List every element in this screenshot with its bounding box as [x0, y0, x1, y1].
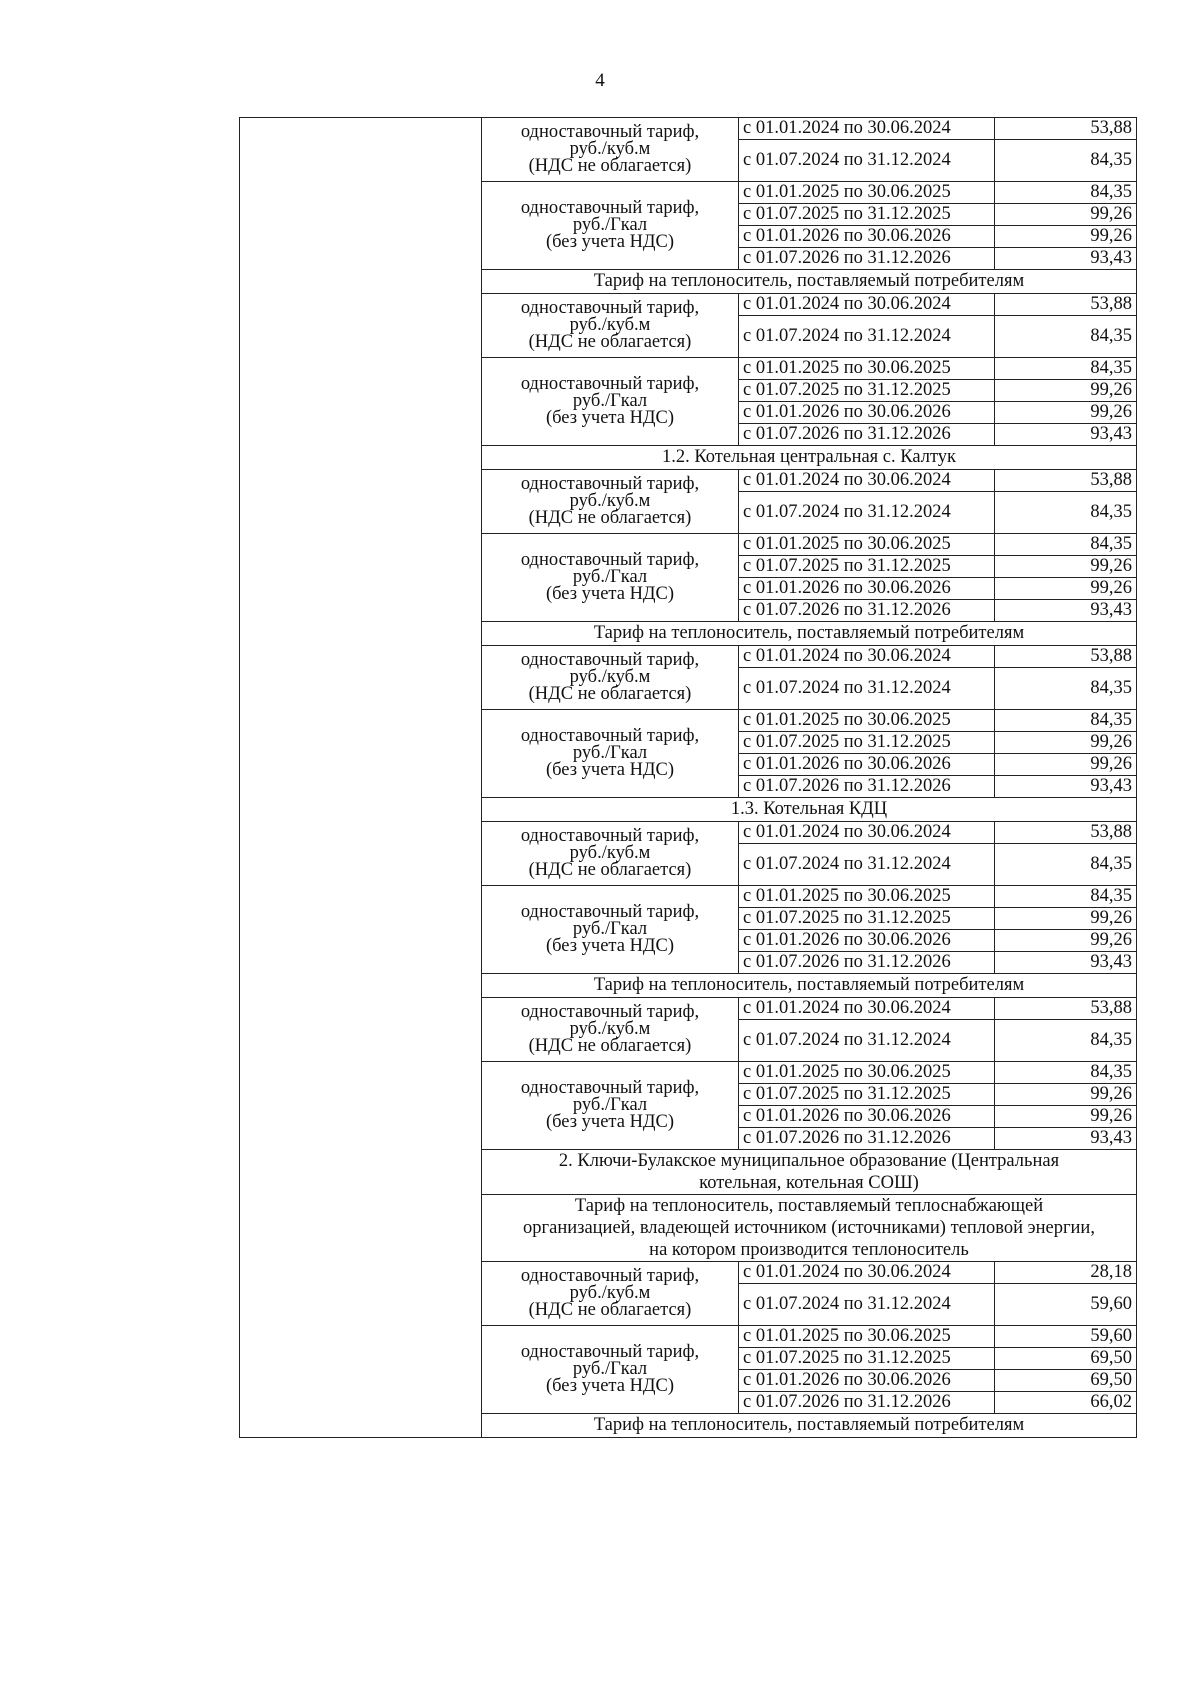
value-cell: 99,26 [995, 1106, 1137, 1128]
period-cell: с 01.07.2025 по 31.12.2025 [739, 908, 995, 930]
tariff-label-line: одноставочный тариф, [520, 474, 700, 494]
tariff-label [482, 998, 739, 1062]
tariff-label-line: (НДС не облагается) [528, 1036, 692, 1056]
value-cell: 69,50 [995, 1348, 1137, 1370]
period-cell: с 01.01.2024 по 30.06.2024 [739, 1262, 995, 1284]
period-cell: с 01.01.2026 по 30.06.2026 [739, 754, 995, 776]
value-cell: 59,60 [995, 1326, 1137, 1348]
period-cell: с 01.01.2024 по 30.06.2024 [739, 646, 995, 668]
value-cell: 69,50 [995, 1370, 1137, 1392]
value-cell: 53,88 [995, 118, 1137, 140]
tariff-label-line: руб./Гкал [572, 919, 648, 939]
period-cell: с 01.07.2025 по 31.12.2025 [739, 556, 995, 578]
tariff-label [482, 886, 739, 974]
tariff-label-line: одноставочный тариф, [520, 1342, 700, 1362]
tariff-label-line: одноставочный тариф, [520, 550, 700, 570]
value-cell: 99,26 [995, 204, 1137, 226]
value-cell: 99,26 [995, 226, 1137, 248]
section-heading-line: Тариф на теплоноситель, поставляемый теплоснабжающей [574, 1196, 1044, 1216]
period-cell: с 01.07.2026 по 31.12.2026 [739, 1128, 995, 1150]
tariff-label-line: руб./Гкал [572, 1359, 648, 1379]
value-cell: 53,88 [995, 470, 1137, 492]
period-cell: с 01.01.2026 по 30.06.2026 [739, 402, 995, 424]
section-heading: Тариф на теплоноситель, поставляемый потребителям [482, 974, 1137, 998]
value-cell: 84,35 [995, 1062, 1137, 1084]
section-heading [482, 1195, 1137, 1262]
value-cell: 99,26 [995, 908, 1137, 930]
tariff-label-line: одноставочный тариф, [520, 726, 700, 746]
tariff-label-line: руб./куб.м [569, 1283, 651, 1303]
period-cell: с 01.01.2026 по 30.06.2026 [739, 578, 995, 600]
period-cell: с 01.07.2025 по 31.12.2025 [739, 1348, 995, 1370]
tariff-label [482, 534, 739, 622]
period-cell: с 01.07.2024 по 31.12.2024 [739, 668, 995, 710]
value-cell: 99,26 [995, 578, 1137, 600]
period-cell: с 01.01.2025 по 30.06.2025 [739, 182, 995, 204]
value-cell: 99,26 [995, 556, 1137, 578]
period-cell: с 01.07.2026 по 31.12.2026 [739, 424, 995, 446]
value-cell: 99,26 [995, 930, 1137, 952]
tariff-label-line: руб./куб.м [569, 843, 651, 863]
period-cell: с 01.07.2026 по 31.12.2026 [739, 248, 995, 270]
tariff-label-line: одноставочный тариф, [520, 1002, 700, 1022]
section-heading-line: 2. Ключи-Булакское муниципальное образование (Центральная [558, 1151, 1060, 1171]
value-cell: 99,26 [995, 732, 1137, 754]
section-heading-line: котельная, котельная СОШ) [699, 1173, 919, 1193]
period-cell: с 01.01.2024 по 30.06.2024 [739, 470, 995, 492]
period-cell: с 01.07.2026 по 31.12.2026 [739, 776, 995, 798]
value-cell: 59,60 [995, 1284, 1137, 1326]
period-cell: с 01.07.2024 по 31.12.2024 [739, 844, 995, 886]
tariff-label-line: (НДС не облагается) [528, 508, 692, 528]
tariff-label-line: (без учета НДС) [545, 1376, 675, 1396]
tariff-label [482, 358, 739, 446]
tariff-label-line: (НДС не облагается) [528, 1300, 692, 1320]
period-cell: с 01.07.2025 по 31.12.2025 [739, 1084, 995, 1106]
value-cell: 93,43 [995, 248, 1137, 270]
tariff-label-line: одноставочный тариф, [520, 826, 700, 846]
period-cell: с 01.01.2024 по 30.06.2024 [739, 822, 995, 844]
value-cell: 84,35 [995, 358, 1137, 380]
period-cell: с 01.01.2024 по 30.06.2024 [739, 998, 995, 1020]
tariff-label-line: (без учета НДС) [545, 936, 675, 956]
tariff-label-line: одноставочный тариф, [520, 1266, 700, 1286]
tariff-label-line: одноставочный тариф, [520, 298, 700, 318]
tariff-label-line: руб./Гкал [572, 743, 648, 763]
value-cell: 84,35 [995, 710, 1137, 732]
period-cell: с 01.01.2025 по 30.06.2025 [739, 358, 995, 380]
tariff-label [482, 1326, 739, 1414]
period-cell: с 01.07.2025 по 31.12.2025 [739, 380, 995, 402]
period-cell: с 01.07.2026 по 31.12.2026 [739, 1392, 995, 1414]
section-heading: 1.3. Котельная КДЦ [482, 798, 1137, 822]
tariff-label-line: (без учета НДС) [545, 1112, 675, 1132]
tariff-label-line: (НДС не облагается) [528, 860, 692, 880]
value-cell: 99,26 [995, 380, 1137, 402]
tariff-label-line: руб./куб.м [569, 1019, 651, 1039]
period-cell: с 01.01.2026 по 30.06.2026 [739, 226, 995, 248]
tariff-label [482, 822, 739, 886]
tariff-label-line: руб./Гкал [572, 1095, 648, 1115]
value-cell: 84,35 [995, 492, 1137, 534]
period-cell: с 01.07.2024 по 31.12.2024 [739, 140, 995, 182]
value-cell: 93,43 [995, 1128, 1137, 1150]
period-cell: с 01.01.2025 по 30.06.2025 [739, 886, 995, 908]
tariff-label-line: одноставочный тариф, [520, 374, 700, 394]
period-cell: с 01.07.2025 по 31.12.2025 [739, 204, 995, 226]
period-cell: с 01.07.2025 по 31.12.2025 [739, 732, 995, 754]
period-cell: с 01.01.2025 по 30.06.2025 [739, 1062, 995, 1084]
period-cell: с 01.01.2024 по 30.06.2024 [739, 118, 995, 140]
tariff-label [482, 646, 739, 710]
period-cell: с 01.01.2025 по 30.06.2025 [739, 1326, 995, 1348]
tariff-label-line: руб./Гкал [572, 391, 648, 411]
value-cell: 93,43 [995, 776, 1137, 798]
tariff-label [482, 118, 739, 182]
tariff-label-line: одноставочный тариф, [520, 902, 700, 922]
period-cell: с 01.07.2024 по 31.12.2024 [739, 1284, 995, 1326]
tariff-label-line: руб./куб.м [569, 667, 651, 687]
left-blank-column [240, 118, 482, 1438]
section-heading-line: на котором производится теплоноситель [649, 1240, 969, 1260]
tariff-label-line: (без учета НДС) [545, 584, 675, 604]
value-cell: 53,88 [995, 646, 1137, 668]
value-cell: 84,35 [995, 140, 1137, 182]
tariff-label-line: руб./куб.м [569, 491, 651, 511]
section-heading-line: организацией, владеющей источником (источниками) тепловой энергии, [523, 1218, 1095, 1238]
period-cell: с 01.01.2026 по 30.06.2026 [739, 1370, 995, 1392]
period-cell: с 01.07.2026 по 31.12.2026 [739, 952, 995, 974]
section-heading: Тариф на теплоноситель, поставляемый потребителям [482, 622, 1137, 646]
value-cell: 66,02 [995, 1392, 1137, 1414]
period-cell: с 01.01.2025 по 30.06.2025 [739, 710, 995, 732]
tariff-label-line: (без учета НДС) [545, 408, 675, 428]
period-cell: с 01.07.2024 по 31.12.2024 [739, 1020, 995, 1062]
value-cell: 99,26 [995, 1084, 1137, 1106]
value-cell: 84,35 [995, 844, 1137, 886]
value-cell: 84,35 [995, 668, 1137, 710]
tariff-label-line: руб./Гкал [572, 215, 648, 235]
section-heading [482, 1150, 1137, 1195]
tariff-label-line: руб./куб.м [569, 315, 651, 335]
value-cell: 99,26 [995, 754, 1137, 776]
value-cell: 84,35 [995, 1020, 1137, 1062]
tariff-label-line: одноставочный тариф, [520, 122, 700, 142]
value-cell: 53,88 [995, 822, 1137, 844]
value-cell: 84,35 [995, 886, 1137, 908]
tariff-label-line: руб./Гкал [572, 567, 648, 587]
period-cell: с 01.01.2026 по 30.06.2026 [739, 930, 995, 952]
tariff-label-line: (НДС не облагается) [528, 156, 692, 176]
section-heading: Тариф на теплоноситель, поставляемый потребителям [482, 1414, 1137, 1438]
section-heading: 1.2. Котельная центральная с. Калтук [482, 446, 1137, 470]
tariff-label-line: (без учета НДС) [545, 232, 675, 252]
period-cell: с 01.01.2024 по 30.06.2024 [739, 294, 995, 316]
tariff-label [482, 294, 739, 358]
value-cell: 28,18 [995, 1262, 1137, 1284]
value-cell: 93,43 [995, 424, 1137, 446]
value-cell: 84,35 [995, 182, 1137, 204]
value-cell: 93,43 [995, 600, 1137, 622]
period-cell: с 01.07.2026 по 31.12.2026 [739, 600, 995, 622]
tariff-label [482, 470, 739, 534]
tariff-label-line: одноставочный тариф, [520, 1078, 700, 1098]
tariff-label-line: (без учета НДС) [545, 760, 675, 780]
value-cell: 93,43 [995, 952, 1137, 974]
tariff-label [482, 710, 739, 798]
period-cell: с 01.07.2024 по 31.12.2024 [739, 316, 995, 358]
page-number: 4 [595, 70, 605, 91]
value-cell: 99,26 [995, 402, 1137, 424]
tariff-label-line: (НДС не облагается) [528, 332, 692, 352]
value-cell: 84,35 [995, 534, 1137, 556]
tariff-label [482, 1062, 739, 1150]
tariff-label-line: одноставочный тариф, [520, 198, 700, 218]
section-heading: Тариф на теплоноситель, поставляемый потребителям [482, 270, 1137, 294]
tariff-row [240, 118, 1137, 140]
tariff-table [239, 117, 1137, 1438]
tariff-label-line: одноставочный тариф, [520, 650, 700, 670]
tariff-label [482, 1262, 739, 1326]
value-cell: 53,88 [995, 998, 1137, 1020]
value-cell: 53,88 [995, 294, 1137, 316]
period-cell: с 01.01.2026 по 30.06.2026 [739, 1106, 995, 1128]
period-cell: с 01.07.2024 по 31.12.2024 [739, 492, 995, 534]
value-cell: 84,35 [995, 316, 1137, 358]
tariff-label-line: (НДС не облагается) [528, 684, 692, 704]
period-cell: с 01.01.2025 по 30.06.2025 [739, 534, 995, 556]
tariff-label-line: руб./куб.м [569, 139, 651, 159]
tariff-label [482, 182, 739, 270]
